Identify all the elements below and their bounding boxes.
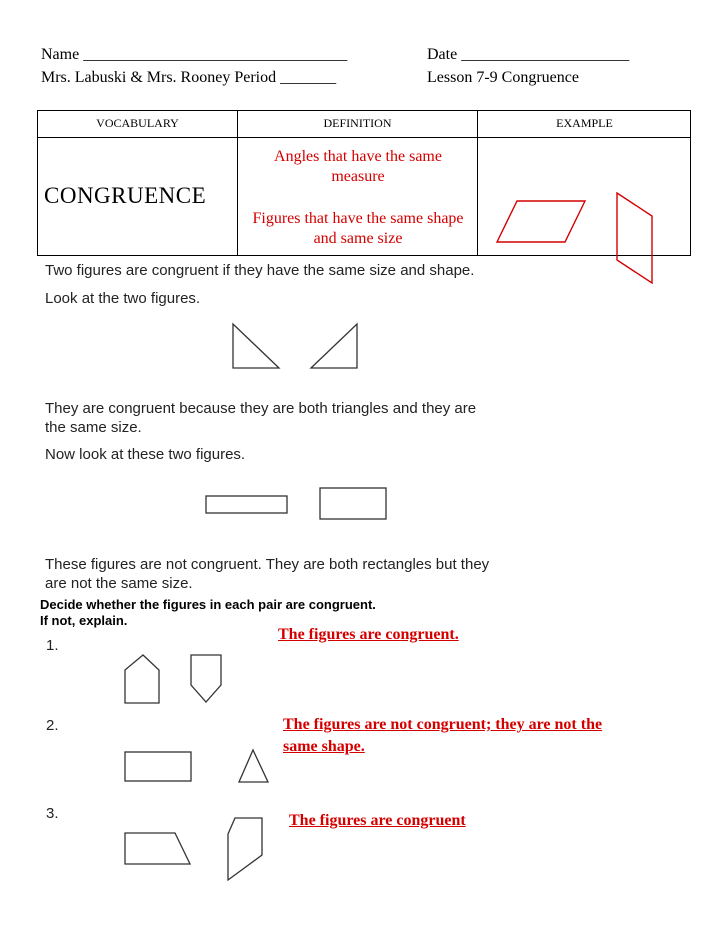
not-congruent-line2: are not the same size. [45, 575, 193, 592]
answer-2-line2: same shape. [283, 738, 365, 755]
name-line: Name _________________________________ [41, 46, 348, 63]
exercise-instruction-2: If not, explain. [40, 613, 128, 628]
exercise-2-rectangle [125, 752, 191, 781]
small-rectangle [206, 496, 287, 513]
example-header: EXAMPLE [556, 116, 613, 130]
example-parallelogram [497, 201, 585, 242]
date-line: Date _____________________ [427, 46, 630, 63]
exercise-number-1: 1. [46, 637, 59, 654]
now-look-text: Now look at these two figures. [45, 446, 246, 463]
example-parallelogram-rotated [617, 193, 652, 283]
exercise-instruction: Decide whether the figures in each pair are congruent. [40, 597, 376, 612]
answer-3: The figures are congruent [289, 812, 466, 829]
large-rectangle [320, 488, 386, 519]
exercise-number-3: 3. [46, 805, 59, 822]
lesson-title: Lesson 7-9 Congruence [427, 69, 579, 86]
intro-text: Two figures are congruent if they have the same size and shape. [45, 262, 475, 279]
definition-header: DEFINITION [323, 116, 392, 130]
vocabulary-header: VOCABULARY [96, 116, 179, 130]
congruent-explanation-line1: They are congruent because they are both triangles and they are [45, 400, 477, 417]
triangle-right [311, 324, 357, 368]
exercise-2-triangle [239, 750, 268, 782]
exercise-3-trapezoid [125, 833, 190, 864]
teacher-period-line: Mrs. Labuski & Mrs. Rooney Period _______ [41, 69, 337, 86]
vocabulary-word: CONGRUENCE [44, 183, 207, 208]
congruent-explanation-line2: the same size. [45, 419, 142, 436]
triangle-left [233, 324, 279, 368]
pentagon-house [125, 655, 159, 703]
exercise-number-2: 2. [46, 717, 59, 734]
definition-angles: Angles that have the same measure [274, 148, 442, 185]
not-congruent-line1: These figures are not congruent. They are both rectangles but they [45, 556, 490, 573]
exercise-3-rotated-trapezoid [228, 818, 262, 880]
answer-1: The figures are congruent. [278, 626, 459, 643]
answer-2-line1: The figures are not congruent; they are not the [283, 716, 603, 733]
look-text: Look at the two figures. [45, 290, 201, 307]
definition-figures: Figures that have the same shape and same size [252, 210, 464, 247]
pentagon-inverted [191, 655, 221, 702]
